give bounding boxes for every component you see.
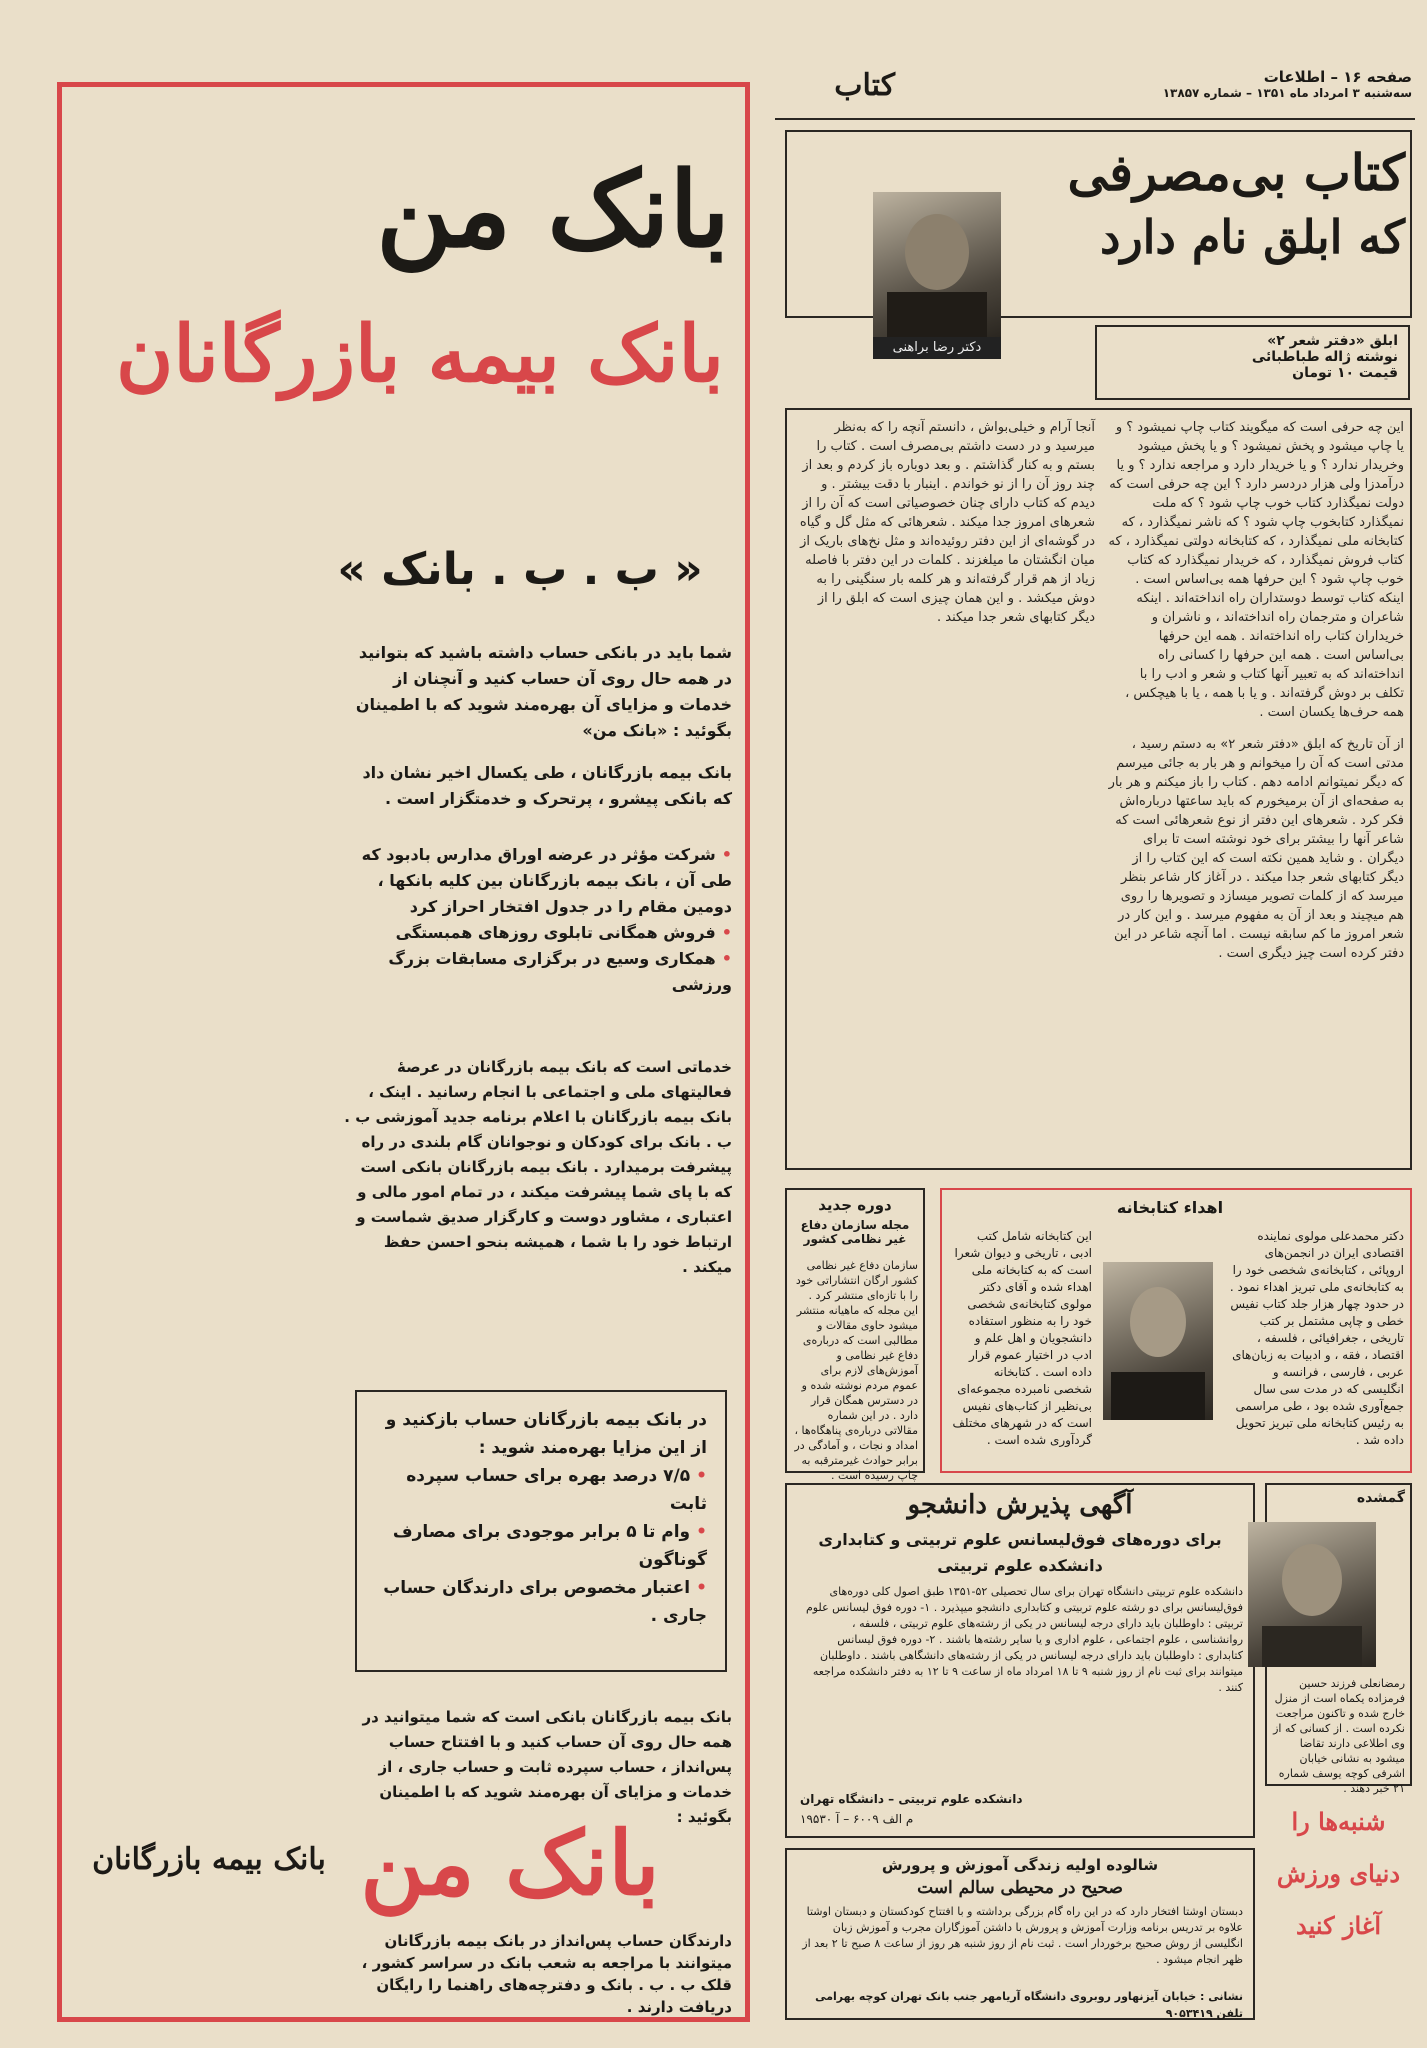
bank-box-item-2-text: وام تا ۵ برابر موجودی برای مصارف گوناگون bbox=[392, 1522, 707, 1570]
bank-name-large: بانک بیمه بازرگانان bbox=[116, 309, 724, 400]
student-ad-ref: م الف ۶۰۰۹ – آ ۱۹۵۳۰ bbox=[800, 1812, 914, 1826]
article-col-middle: از آن تاریخ که ابلق «دفتر شعر ۲» به دستم رسید ، مدتی است که آن را میخوانم و هر بار به جائی میرسم که دیگر نمیتوانم ادامه دهم . کتاب را باز میکنم و هر بار به صفحه‌ای از آن برمیخورم که باید ساعتها درباره‌اش فکر کرد . شعرهای این دفتر از نوع شعرهائی است که شاعر آنها را بیشتر برای خود نوشته است تا برای دیگران . و شاید همین نکته است که این کتاب را از دیگر کتابهای شعر جدا میکند . در آغاز کار شاعر بنظر میرسد که از کلمات تصویر میسازد و تصویرها را روی هم میچیند و بعد از آن به مفهوم میرسد . و این کار در شعر امروز ما کم سابقه نیست . اما آنچه شاعر در این دفتر کرده است چیز دیگری است . bbox=[1108, 737, 1404, 961]
library-gift-text-right: دکتر محمدعلی مولوی نماینده اقتصادی ایران در انجمن‌های اروپائی ، کتابخانه‌ی شخصی خود را به کتابخانه‌ی ملی تبریز اهداء نمود . در حدود چهار هزار جلد کتاب نفیس خطی و چاپی مشتمل بر کتب تاریخی ، جغرافیائی ، فلسفه ، اقتصاد ، فقه ، و ادبیات به زبان‌های عربی ، فارسی ، فرانسه و انگلیسی که در مدت سی سال جمع‌آوری شده بود ، طی مراسمی به رئیس کتابخانه ملی تبریز تحویل داده شد . bbox=[1229, 1229, 1404, 1447]
bullet-dot: • bbox=[721, 845, 732, 864]
bullet-dot: • bbox=[721, 923, 732, 942]
school-ad-line-2: صحیح در محیطی سالم است bbox=[917, 1878, 1123, 1898]
student-ad-faculty: دانشکده علوم تربیتی bbox=[937, 1556, 1103, 1575]
headline bbox=[1010, 140, 1405, 268]
school-ad-body: دبستان اوشتا افتخار دارد که در این راه گام بزرگی برداشته و با افتتاح کودکستان و دبستان اوشتا علاوه بر تدریس برنامه وزارت آموزش و پرورش با داشتن آموزگاران مجرب و آموزش زبان انگلیسی از روش صحیح برخوردار است . ثبت نام از روز شنبه هر روز از ساعت ۸ صبح تا ۲ بعد از ظهر انجام میشود . bbox=[802, 1905, 1243, 1966]
student-ad-body: دانشکده علوم تربیتی دانشگاه تهران برای سال تحصیلی ۵۲-۱۳۵۱ طبق اصول کلی دوره‌های فوق‌لیسانس برای دو رشته علوم تربیتی و کتابداری دانشجو میپذیرد . ۱- دوره فوق لیسانس علوم تربیتی : داوطلبان باید دارای درجه لیسانس در یکی از رشته‌های علوم تربیتی ، فلسفه ، روانشناسی ، علوم اجتماعی ، علوم اداری و یا سایر رشته‌ها باشند . ۲- دوره فوق لیسانس کتابداری : داوطلبان باید دارای درجه لیسانس در یکی از رشته‌های دانشگاهی باشند . داوطلبان میتوانند برای ثبت نام از روز شنبه ۹ تا ۱۸ امرداد ماه از ساعت ۹ تا ۱۲ به دفتر دانشکده مراجعه کنند . bbox=[805, 1585, 1243, 1694]
student-ad-signature: دانشکده علوم تربیتی – دانشگاه تهران bbox=[800, 1792, 1023, 1806]
school-ad-line-1: شالوده اولیه زندگی آموزش و پرورش bbox=[881, 1856, 1159, 1874]
author-caption: دکتر رضا براهنی bbox=[873, 337, 1001, 359]
new-course-text: سازمان دفاع غیر نظامی کشور ارگان انتشاراتی خود را با تازه‌ای منتشر کرد . این مجله که ماهیانه منتشر میشود حاوی مقالات و مطالبی است که درباره‌ی دفاع غیر نظامی و آموزش‌های لازم برای عموم مردم نوشته شده و در دسترس همگان قرار دارد . در این شماره مقالاتی درباره‌ی پناهگاه‌ها ، امداد و نجات ، و آمادگی در برابر حوادث غیرمترقبه به چاپ رسیده است . bbox=[794, 1259, 918, 1482]
bank-title: بانک من bbox=[376, 148, 730, 271]
library-gift-title: اهداء کتابخانه bbox=[1116, 1198, 1224, 1217]
library-gift-photo bbox=[1103, 1262, 1213, 1420]
bank-footer-big: بانک من bbox=[360, 1811, 660, 1915]
bank-p4: بانک بیمه بازرگانان بانکی است که شما میتوانید در همه حال روی آن حساب کنید و با افتتاح حساب پس‌انداز ، حساب سپرده ثابت و حساب جاری ، از خدمات و مزایای آن بهره‌مند شوید که با اطمینان بگوئید : bbox=[362, 1708, 732, 1826]
student-ad-subtitle: برای دوره‌های فوق‌لیسانس علوم تربیتی و کتابداری bbox=[818, 1530, 1222, 1549]
page-header-info bbox=[1130, 68, 1412, 100]
article-col-right: این چه حرفی است که میگویند کتاب چاپ نمیشود ؟ و یا چاپ میشود و پخش نمیشود ؟ و یا پخش میشود وخریدار ندارد ؟ و یا خریدار دارد و مراجعه ندارد ؟ و یا درآمدزا ولی هزار دردسر دارد ؟ این چه حرفی است که دولت نمیگذارد کتاب خوب چاپ شود ؟ که ملت نمیگذارد کتابخوب چاپ شود ؟ که ناشر نمیگذارد ، که کتابخانه ملی نمیگذارد ، که کتابخانه دولتی نمیگذارد ، که کتاب فروش نمیگذارد ، که خریدار نمیگذارد که کتاب خوب چاپ شود ؟ این حرفها همه بی‌اساس است . اینکه کتاب توسط دوستداران راه انداخته‌اند . اینکه شاعران و مترجمان راه انداخته‌اند ، و ناشران و خریداران کتاب راه انداخته‌اند . همه این حرفها بی‌اساس است . همه این حرفها را کسانی راه انداخته‌اند که به تعبیر آنها کتاب و شعر و ادب را با تکلف بر دوش گرفته‌اند . و یا با همه ، یا با هیچکس ، همه حرف‌ها یکسان است . bbox=[1108, 420, 1404, 720]
header-rule bbox=[775, 118, 1415, 120]
bullet-dot: • bbox=[721, 949, 732, 968]
bank-bullet-1-text: شرکت مؤثر در عرضه اوراق مدارس بادبود که طی آن ، بانک بیمه بازرگانان بین کلیه بانکها ، دومین مقام را در جدول افتخار احراز کرد bbox=[361, 845, 732, 916]
bank-closing: دارندگان حساب پس‌انداز در بانک بیمه بازرگانان میتوانند با مراجعه به شعب بانک در سراسر کشور ، قلک ب . ب . بانک و دفترچه‌های راهنما را رایگان دریافت دارند . bbox=[361, 1932, 732, 2016]
sports-line-3: آغاز کنید bbox=[1296, 1911, 1381, 1940]
sports-promo bbox=[1265, 1796, 1412, 2020]
bank-p3: خدماتی است که بانک بیمه بازرگانان در عرصهٔ فعالیتهای ملی و اجتماعی با انجام رسانید . اینک ، بانک بیمه بازرگانان با اعلام برنامه جدید آموزشی ب . ب . بانک برای کودکان و نوجوانان گام بلندی در راه پیشرفت برمیدارد . بانک بیمه بازرگانان بانکی است که با پای شما پیشرفت میکند ، در تمام امور مالی و اعتباری ، مشاور دوست و کارگزار صدیق شماست و ارتباط خود را با شما ، همیشه بنحو احسن حفظ میکند . bbox=[344, 1058, 732, 1276]
sports-line-2: دنیای ورزش bbox=[1276, 1859, 1401, 1888]
bank-box-item-1 bbox=[375, 1462, 707, 1518]
bank-bullet-3 bbox=[342, 946, 732, 998]
bullet-dot: • bbox=[696, 1522, 707, 1542]
book-info-box bbox=[1095, 325, 1410, 400]
library-gift-text-left: این کتابخانه شامل کتب ادبی ، تاریخی و دیوان شعرا است که به کتابخانه ملی اهداء شده و آقای دکتر مولوی کتابخانه‌ی شخصی خود را به منظور استفاده دانشجویان و اهل علم و ادب در اختیار عموم قرار داده است . کتابخانه شخصی نامبرده مجموعه‌ای بی‌نظیر از کتاب‌های نفیس است که در شهرهای مختلف گردآوری شده است . bbox=[952, 1229, 1092, 1447]
sports-line-1: شنبه‌ها را bbox=[1291, 1807, 1386, 1836]
bank-box-item-3 bbox=[375, 1574, 707, 1630]
date-line: سه‌شنبه ۳ امرداد ماه ۱۳۵۱ – شماره ۱۳۸۵۷ bbox=[1162, 86, 1412, 100]
bank-box-item-2 bbox=[375, 1518, 707, 1574]
bank-bullets bbox=[342, 842, 732, 998]
bank-bullet-2-text: فروش همگانی تابلوی روزهای همبستگی bbox=[395, 923, 716, 942]
article-col-left: آنجا آرام و خیلی‌بواش ، دانستم آنچه را که به‌نظر میرسید و در دست داشتم بی‌مصرف است . کتاب را بستم و به کنار گذاشتم . و بعد دوباره باز کردم و بعد از چند روز آن را از نو خواندم . اینبار با دقت بیشتر . و دیدم که کتاب دارای چنان خصوصیاتی است که آن را از شعرهای امروز جدا میکند . شعرهائی که مثل گل و گیاه در گوشه‌ای از این دفتر روئیده‌اند و مثل نخ‌های باریک از میان انگشتان ما میلغزند . کلمات در این دفتر با فاصله زیاد از هم قرار گرفته‌اند و هر کلمه بار سنگینی را به دوش میکشد . و این همان چیزی است که ابلق را از دیگر کتابهای شعر جدا میکند . bbox=[799, 420, 1095, 625]
new-course-title: دوره جدید bbox=[818, 1196, 892, 1214]
bank-bullet-2 bbox=[342, 920, 732, 946]
bank-box-item-1-text: ۷/۵ درصد بهره برای حساب سپرده ثابت bbox=[406, 1466, 707, 1514]
author-photo bbox=[873, 192, 1001, 337]
bullet-dot: • bbox=[696, 1578, 707, 1598]
bank-box-item-3-text: اعتبار مخصوص برای دارندگان حساب جاری . bbox=[383, 1578, 707, 1626]
book-info-1: ابلق «دفتر شعر ۲» bbox=[1267, 333, 1398, 349]
bank-abbr: « ب . ب . بانک » bbox=[337, 544, 703, 595]
headline-line-1: کتاب بی‌مصرفی bbox=[1067, 143, 1405, 202]
bank-bullet-3-text: همکاری وسیع در برگزاری مسابقات بزرگ ورزشی bbox=[388, 949, 732, 994]
bank-p2: بانک بیمه بازرگانان ، طی یکسال اخیر نشان داد که بانکی پیشرو ، پرتحرک و خدمتگزار است . bbox=[362, 763, 732, 808]
book-info-2: نوشته ژاله طباطبائی bbox=[1251, 349, 1398, 365]
bank-footer-name: بانک بیمه بازرگانان bbox=[92, 1842, 326, 1877]
headline-line-2: که ابلق نام دارد bbox=[1099, 210, 1405, 264]
student-ad-title: آگهی پذیرش دانشجو bbox=[907, 1490, 1133, 1520]
missing-photo bbox=[1248, 1522, 1376, 1667]
bank-bullet-1 bbox=[342, 842, 732, 920]
book-info-3: قیمت ۱۰ تومان bbox=[1292, 365, 1398, 381]
section-title: کتاب bbox=[834, 68, 895, 103]
page-line: صفحه ۱۶ – اطلاعات bbox=[1263, 68, 1412, 86]
missing-title: گمشده bbox=[1356, 1490, 1405, 1506]
missing-text: رمضانعلی فرزند حسین فرمزاده یکماه است از منزل خارج شده و تاکنون مراجعت نکرده است . از کسانی که از وی اطلاعی دارند تقاضا میشود به نشانی خیابان اشرفی کوچه یوسف شماره ۲۱ خبر دهند . bbox=[1273, 1677, 1405, 1795]
bank-box-intro: در بانک بیمه بازرگانان حساب بازکنید و از این مزایا بهره‌مند شوید : bbox=[385, 1410, 707, 1458]
bank-benefits-box bbox=[355, 1390, 727, 1672]
bullet-dot: • bbox=[696, 1466, 707, 1486]
school-ad-address: نشانی : خیابان آیزنهاور روبروی دانشگاه آریامهر جنب بانک تهران کوچه بهرامی تلفن ۹۰۵۳۴۱۹ bbox=[815, 1990, 1243, 2020]
bank-intro: شما باید در بانکی حساب داشته باشید که بتوانید در همه حال روی آن حساب کنید و آنچنان از خدمات و مزایای آن بهره‌مند شوید که با اطمینان بگوئید : «بانک من» bbox=[355, 643, 732, 740]
new-course-subtitle: مجله سازمان دفاع غیر نظامی کشور bbox=[800, 1218, 910, 1246]
